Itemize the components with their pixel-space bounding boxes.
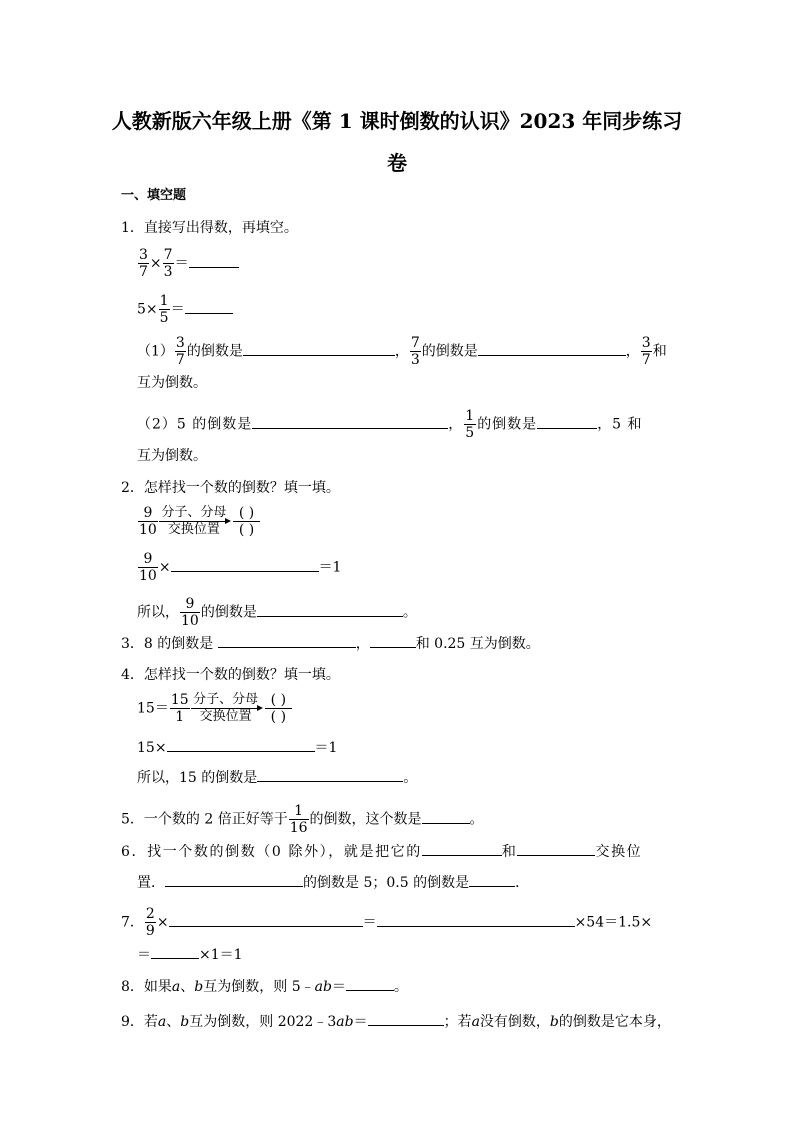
answer-blank[interactable] (346, 976, 394, 991)
answer-blank[interactable] (469, 872, 515, 887)
fraction: $\frac{9}{10}$ (139, 551, 157, 584)
fraction: $\frac{1}{5}$ (159, 293, 169, 326)
q2-conclusion: 所以， $\frac{9}{10}$ 的倒数是 。 (137, 596, 417, 629)
answer-blank[interactable] (422, 809, 470, 824)
q1-part2-tail: 互为倒数。 (137, 448, 207, 464)
q2-diagram (137, 505, 260, 538)
fraction: $\frac{9}{10}$ (181, 596, 199, 629)
q4-label: 4．怎样找一个数的倒数？填一填。 (121, 667, 340, 683)
answer-blank[interactable] (171, 557, 319, 572)
fraction: $\frac{15}{1}$ (170, 692, 189, 725)
q5-line: 5．一个数的 2 倍正好等于 $\frac{1}{16}$ 的倒数，这个数是 。 (121, 803, 484, 836)
answer-blank[interactable] (165, 872, 303, 887)
section-heading: 一、填空题 (121, 188, 187, 203)
q7-line2: ＝ ×1＝1 (137, 944, 243, 965)
answer-blank[interactable] (377, 912, 575, 927)
q1-part1: （1） $\frac{3}{7}$ 的倒数是 ， $\frac{7}{3}$ 的倒数是 ， $\frac{3}{7}$ 和 (137, 335, 667, 368)
q4-equation: 15× ＝1 (137, 737, 337, 758)
fraction: $\frac{1}{16}$ (289, 803, 308, 836)
q1-expr2: 5× $\frac{1}{5}$ ＝ (137, 293, 233, 326)
swap-arrow: 分子、分母 交换位置 (159, 505, 229, 538)
answer-blank[interactable] (422, 841, 502, 856)
q6-line1: 6．找一个数的倒数（0 除外），就是把它的 和 交换位 (121, 841, 642, 862)
q3-line: 3．8 的倒数是 ， 和 0.25 互为倒数。 (121, 633, 540, 654)
answer-blank[interactable] (257, 602, 403, 617)
answer-blank[interactable] (252, 414, 448, 429)
title-line-1: 人教新版六年级上册《第 1 课时倒数的认识》2023 年同步练习 (111, 109, 683, 133)
q4-conclusion: 所以，15 的倒数是 。 (137, 767, 417, 788)
q2-label: 2．怎样找一个数的倒数？填一填。 (121, 480, 340, 496)
swap-arrow: 分子、分母 交换位置 (191, 692, 261, 725)
fraction: $\frac{9}{10}$ (139, 505, 157, 538)
q1-part2: （2）5 的倒数是 ， $\frac{1}{5}$ 的倒数是 ，5 和 (137, 408, 643, 441)
title-line-2: 卷 (387, 151, 407, 175)
answer-blank[interactable] (537, 414, 597, 429)
fraction: $\frac{1}{5}$ (465, 408, 476, 441)
answer-blank[interactable] (478, 341, 626, 356)
answer-blank[interactable] (370, 633, 416, 648)
answer-blank[interactable] (517, 841, 595, 856)
fraction: $\frac{3}{7}$ (175, 335, 185, 368)
paren-fraction: $\frac{( )}{( )}$ (233, 505, 260, 538)
q6-line2: 置． 的倒数是 5；0.5 的倒数是 ． (137, 872, 529, 893)
answer-blank[interactable] (185, 299, 233, 314)
q9-line: 9．若a、b互为倒数，则 2022﹣3ab＝ ；若a没有倒数，b的倒数是它本身， (121, 1011, 671, 1032)
fraction: $\frac{3}{7}$ (139, 247, 148, 280)
answer-blank[interactable] (218, 633, 356, 648)
q4-diagram: 15＝ $\frac{15}{1}$ 分子、分母 交换位置 $\frac{( )}{( )}$ (137, 692, 292, 725)
answer-blank[interactable] (257, 767, 403, 782)
q1-expr1: $\frac{3}{7}$ × $\frac{7}{3}$ ＝ (137, 247, 239, 280)
fraction: $\frac{3}{7}$ (641, 335, 651, 368)
q2-equation: $\frac{9}{10}$ × ＝1 (139, 551, 342, 584)
q7-line1: 7． $\frac{2}{9}$ × ＝ ×54＝1.5× (121, 906, 653, 939)
fraction: $\frac{7}{3}$ (410, 335, 420, 368)
answer-blank[interactable] (169, 912, 363, 927)
answer-blank[interactable] (189, 253, 239, 268)
q1-label: 1．直接写出得数，再填空。 (121, 220, 298, 236)
q8-line: 8．如果a、b互为倒数，则 5﹣ab＝ 。 (121, 976, 408, 997)
answer-blank[interactable] (167, 737, 315, 752)
q1-part1-tail: 互为倒数。 (137, 375, 207, 391)
answer-blank[interactable] (368, 1011, 444, 1026)
paren-fraction: $\frac{( )}{( )}$ (265, 692, 292, 725)
answer-blank[interactable] (243, 341, 395, 356)
fraction: $\frac{2}{9}$ (145, 906, 155, 939)
answer-blank[interactable] (151, 944, 199, 959)
fraction: $\frac{7}{3}$ (163, 247, 173, 280)
